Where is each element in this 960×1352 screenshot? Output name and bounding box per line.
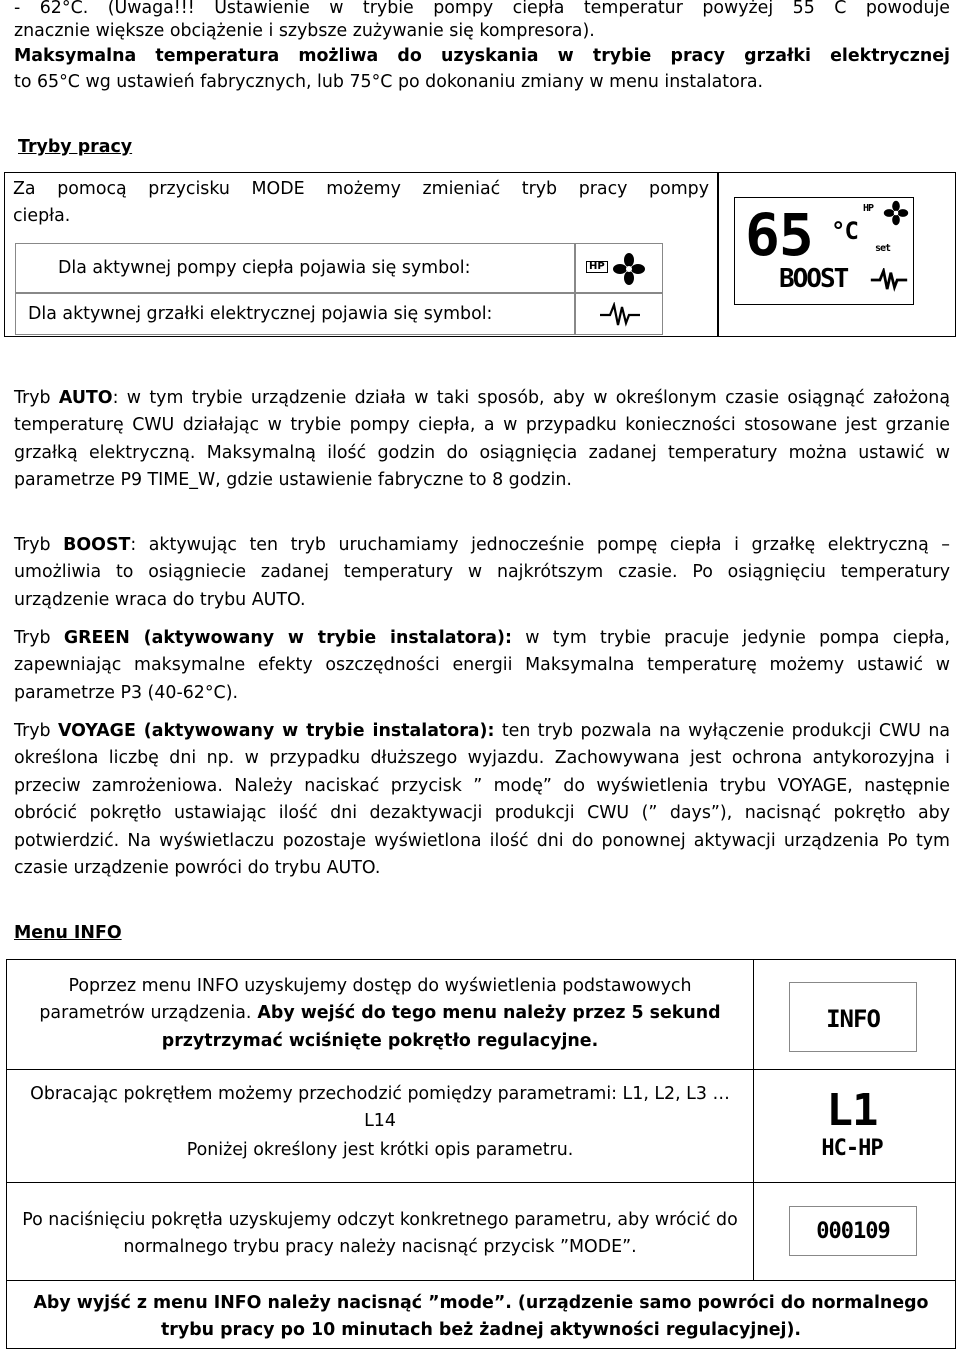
green-paragraph	[14, 625, 950, 707]
info-heading: Menu INFO	[14, 923, 122, 943]
auto-paragraph	[14, 385, 950, 495]
green-text: w tym trybie pracuje jedynie pompa ciepła, zapewniając maksymalne efekty oszczędności energii Maksymalna temperaturę możemy ustawić w parametrze P3 (40-62°C).	[14, 628, 950, 703]
lcd-unit: °C	[831, 217, 858, 245]
info-row1-normal: Poprzez menu INFO uzyskujemy dostęp do wyświetlenia podstawowych parametrów urządzenia.	[39, 976, 692, 1024]
intro-line-4: to 65°C wg ustawień fabrycznych, lub 75°C po dokonaniu zmiany w menu instalatora.	[14, 72, 764, 92]
voyage-label: VOYAGE (aktywowany w trybie instalatora):	[57, 721, 495, 741]
info-row2-text: Obracając pokrętłem możemy przechodzić pomiędzy parametrami: L1, L2, L3 …L14	[30, 1084, 730, 1132]
auto-label: AUTO	[58, 388, 113, 408]
lcd-hp: HP	[863, 203, 874, 214]
boost-paragraph	[14, 532, 950, 614]
row-hp-symbol	[575, 243, 663, 293]
tryby-divider	[717, 173, 719, 336]
voyage-paragraph	[14, 718, 950, 882]
info-table	[6, 959, 956, 1349]
row-heater	[15, 293, 575, 335]
row-hp-text: Dla aktywnej pompy ciepła pojawia się symbol:	[58, 258, 471, 278]
tryby-heading: Tryby pracy	[18, 137, 133, 157]
info-row4-text: Aby wyjść z menu INFO należy nacisnąć ”mode”. (urządzenie samo powróci do normalnego trybu pracy po 10 minutach beż żadnej aktywności regulacyjnej).	[33, 1293, 929, 1341]
lcd-param-name: HC-HP	[821, 1136, 883, 1161]
boost-text: : aktywując ten tryb uruchamiamy jednocześnie pompę ciepła i grzałkę elektryczną – umożliwia to osiągniecie zadanej temperatury w najkrótszym czasie. Po osiągnięciu temperatury urządzenie wraca do trybu AUTO.	[14, 535, 951, 610]
fan-icon	[612, 252, 646, 286]
info-row1-text	[17, 973, 743, 1055]
lcd-value	[789, 1206, 917, 1256]
info-col-divider	[753, 960, 754, 1280]
row-heater-text: Dla aktywnej grzałki elektrycznej pojawia się symbol:	[28, 304, 493, 324]
auto-prefix: Tryb	[14, 388, 59, 408]
info-row2-note: Poniżej określony jest krótki opis parametru.	[186, 1140, 574, 1160]
lcd-info	[789, 982, 917, 1052]
heater-icon	[598, 302, 642, 328]
boost-label: BOOST	[63, 535, 131, 555]
lcd-display	[734, 197, 914, 305]
info-row-divider-2	[7, 1182, 955, 1183]
row-hp	[15, 243, 575, 293]
tryby-line-2: ciepła.	[13, 206, 71, 226]
hp-label: HP	[586, 261, 608, 273]
lcd-temp: 65	[745, 201, 813, 269]
lcd-heater-icon	[869, 268, 909, 292]
info-row-divider-1	[7, 1069, 955, 1070]
info-row-divider-3	[7, 1280, 955, 1281]
intro-line-2: znacznie większe obciążenie i szybsze zużywanie się kompresora).	[14, 21, 595, 41]
info-row3-text: Po naciśnięciu pokrętła uzyskujemy odczyt konkretnego parametru, aby wrócić do normalnego trybu pracy należy nacisnąć przycisk ”MODE”.	[22, 1210, 738, 1258]
lcd-param	[789, 1086, 917, 1170]
tryby-box	[4, 172, 956, 337]
lcd-param-code: L1	[826, 1085, 878, 1136]
intro-line-1: - 62°C. (Uwaga!!! Ustawienie w trybie pompy ciepła temperatur powyżej 55 C powoduje	[14, 0, 950, 18]
intro-line-3: Maksymalna temperatura możliwa do uzyskania w trybie pracy grzałki elektrycznej	[14, 46, 950, 66]
tryby-line-1: Za pomocą przycisku MODE możemy zmieniać tryb pracy pompy	[13, 179, 709, 199]
lcd-value-text: 000109	[816, 1219, 890, 1244]
green-prefix: Tryb	[14, 628, 64, 648]
lcd-info-text: INFO	[826, 1005, 880, 1033]
row-heater-symbol	[575, 293, 663, 335]
boost-prefix: Tryb	[14, 535, 64, 555]
voyage-text: ten tryb pozwala na wyłączenie produkcji CWU na określona liczbę dni np. w przypadku dłuższego wyjazdu. Zachowywana jest ochrona antykorozyjna i przeciw zamrożeniowa. Należy naciskać przycisk ” modę” do wyświetlenia trybu VOYAGE, następnie obrócić pokrętło ustawiając ilość dni dezaktywacji produkcji CWU (” days”), nacisnąć pokrętło aby potwierdzić. Na wyświetlaczu pozostaje wyświetlona ilość dni do ponownej aktywacji urządzenia Po tym czasie urządzenie powróci do trybu AUTO.	[14, 721, 951, 879]
green-label: GREEN (aktywowany w trybie instalatora):	[63, 628, 512, 648]
voyage-prefix: Tryb	[14, 721, 58, 741]
info-row1-bold: Aby wejść do tego menu należy przez 5 sekund przytrzymać wciśnięte pokrętło regulacyjne.	[161, 1003, 721, 1051]
lcd-mode: BOOST	[779, 264, 848, 294]
lcd-set: set	[875, 243, 891, 254]
auto-text: : w tym trybie urządzenie działa w taki sposób, aby w określonym czasie osiągnąć założoną temperaturę CWU działając w trybie pompy ciepła, a w przypadku konieczności stosowane jest grzanie grzałką elektryczną. Maksymalną ilość godzin do osiągnięcia zadanej temperatury można ustawić w parametrze P9 TIME_W, gdzie ustawienie fabryczne to 8 godzin.	[14, 388, 950, 491]
lcd-fan-icon	[883, 200, 909, 226]
